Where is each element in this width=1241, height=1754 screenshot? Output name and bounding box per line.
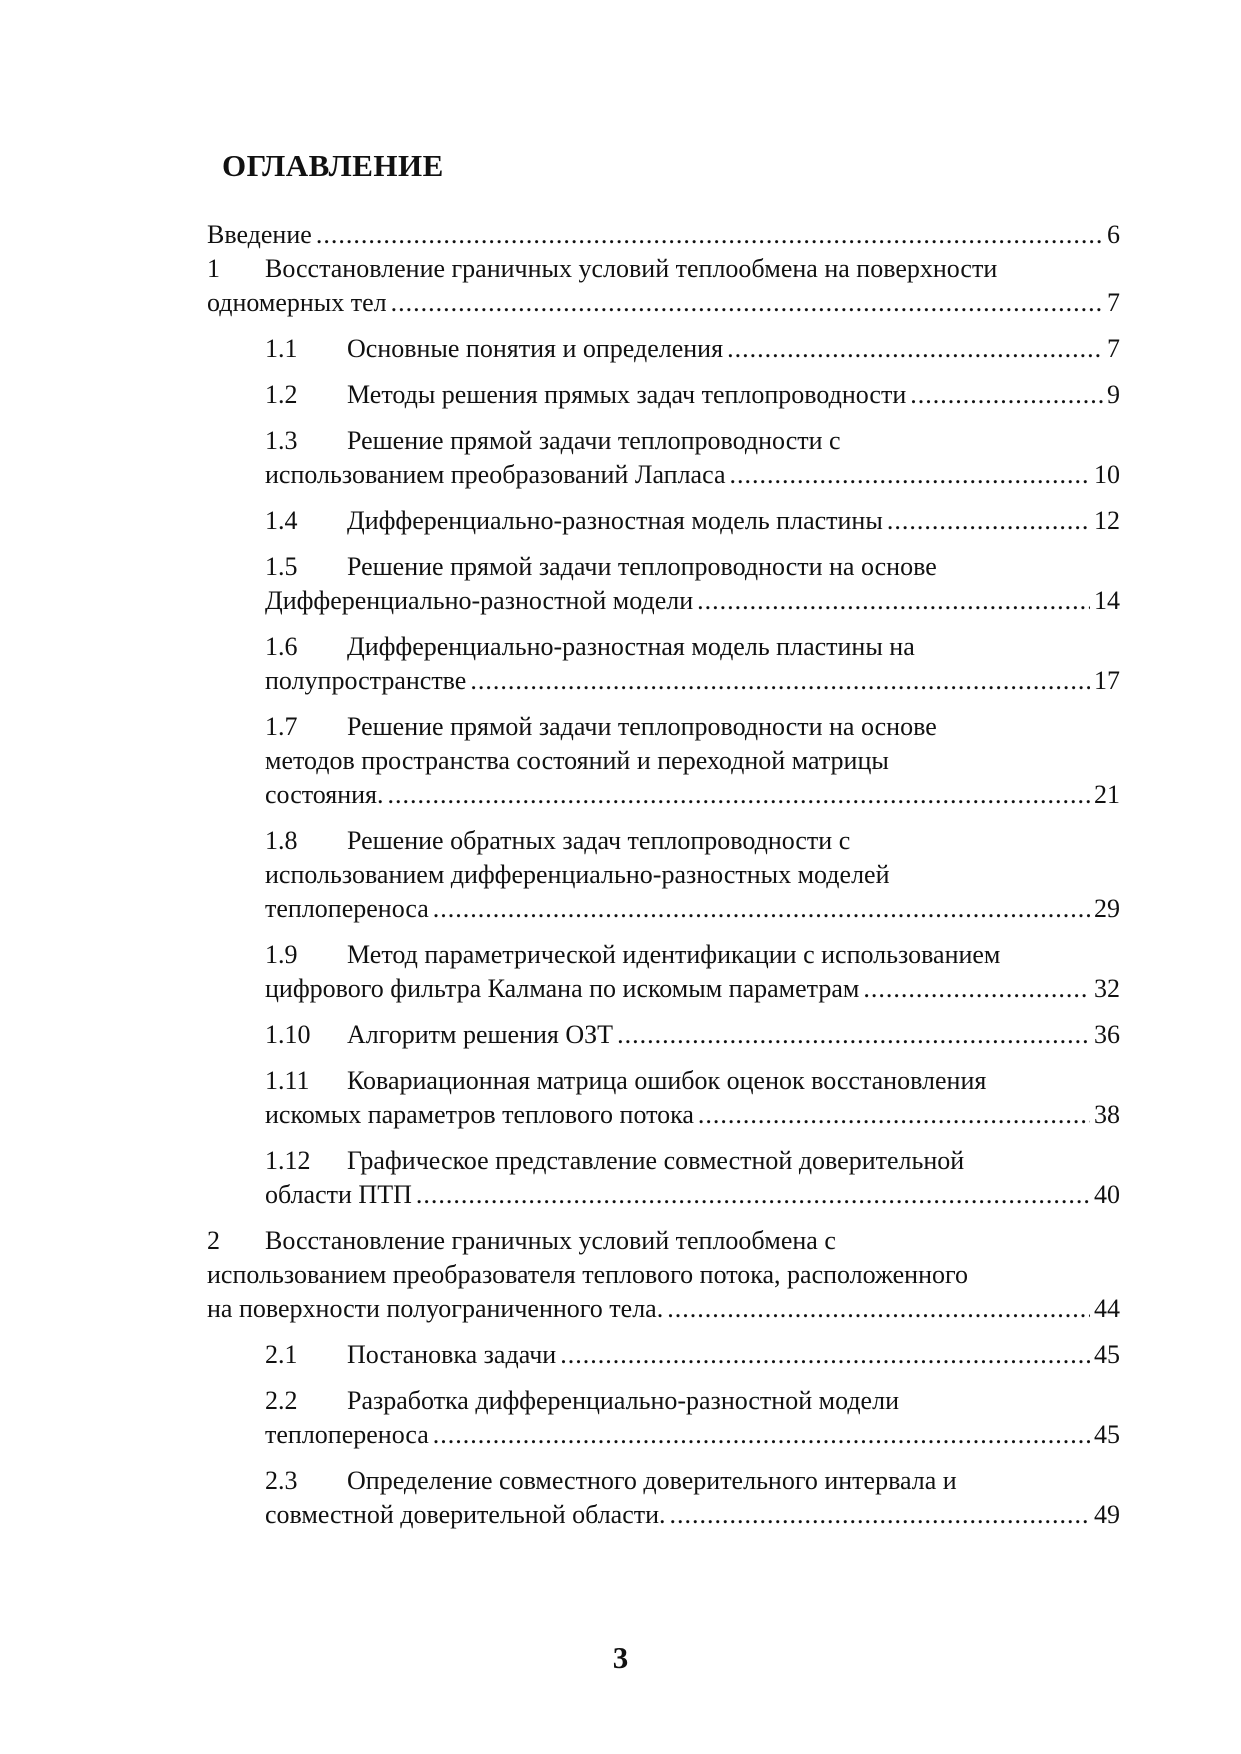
toc-page-number: 40: [1094, 1180, 1120, 1209]
toc-page-number: 7: [1107, 334, 1120, 363]
toc-entry-2-1[interactable]: [265, 1338, 1120, 1372]
page-number: 3: [612, 1640, 629, 1675]
toc-entry-number: 2: [207, 1226, 220, 1255]
toc-entry-number: 2.2: [265, 1386, 298, 1415]
toc-entry-text: области ПТП: [265, 1180, 412, 1209]
toc-page-number: 29: [1094, 894, 1120, 923]
toc-entry-number: 1.3: [265, 426, 298, 455]
toc-entry-number: 1.11: [265, 1066, 310, 1095]
toc-entry-text: Основные понятия и определения: [347, 334, 724, 363]
toc-entry-text: Решение обратных задач теплопроводности с: [347, 826, 851, 855]
toc-page-number: 6: [1107, 220, 1120, 249]
toc-leader-dots: [391, 286, 1103, 320]
toc-leader-dots: [887, 504, 1090, 538]
toc-entry-number: 1.6: [265, 632, 298, 661]
toc-page-number: 49: [1094, 1500, 1120, 1529]
toc-page-number: 45: [1094, 1420, 1120, 1449]
toc-entry-number: 1.10: [265, 1020, 311, 1049]
toc-leader-dots: [863, 972, 1090, 1006]
toc-entry-text: теплопереноса: [265, 894, 429, 923]
toc-page-number: 21: [1094, 780, 1120, 809]
toc-entry-text: Дифференциально-разностная модель пластины на: [347, 632, 915, 661]
toc-leader-dots: [698, 1098, 1090, 1132]
toc-entry-text: Алгоритм решения ОЗТ: [347, 1020, 614, 1049]
toc-entry-text: Методы решения прямых задач теплопроводности: [347, 380, 907, 409]
toc-leader-dots: [470, 664, 1090, 698]
toc-entry-number: 1.2: [265, 380, 298, 409]
toc-entry-text: цифрового фильтра Калмана по искомым параметрам: [265, 974, 860, 1003]
toc-entry-text: полупространстве: [265, 666, 467, 695]
toc-entry-text: использованием дифференциально-разностных моделей: [265, 860, 890, 889]
toc-entry-number: 1.9: [265, 940, 298, 969]
toc-page-number: 12: [1094, 506, 1120, 535]
toc-page-number: 36: [1094, 1020, 1120, 1049]
toc-entry-1-12[interactable]: [265, 1144, 1120, 1212]
toc-entry-text: использованием преобразований Лапласа: [265, 460, 726, 489]
toc-entry-text: Ковариационная матрица ошибок оценок восстановления: [347, 1066, 987, 1095]
toc-page-number: 45: [1094, 1340, 1120, 1369]
toc-entry-2[interactable]: [207, 1224, 1120, 1326]
toc-leader-dots: [316, 218, 1103, 252]
toc-page-number: 38: [1094, 1100, 1120, 1129]
toc-entry-number: 2.1: [265, 1340, 298, 1369]
toc-leader-dots: [416, 1178, 1090, 1212]
toc-entry-text: Решение прямой задачи теплопроводности на основе: [347, 552, 937, 581]
toc-entry-text: состояния.: [265, 780, 384, 809]
toc-entry-text: Введение: [207, 220, 312, 249]
toc-entry-2-3[interactable]: [265, 1464, 1120, 1532]
toc-entry-text: Разработка дифференциально-разностной модели: [347, 1386, 899, 1415]
toc-leader-dots: [617, 1018, 1090, 1052]
toc-page-number: 44: [1094, 1294, 1120, 1323]
toc-entry-text: на поверхности полуограниченного тела.: [207, 1294, 664, 1323]
toc-leader-dots: [388, 778, 1091, 812]
toc-entry-1-2[interactable]: [265, 378, 1120, 412]
toc-leader-dots: [727, 332, 1103, 366]
toc-entry-text: Определение совместного доверительного интервала и: [347, 1466, 957, 1495]
toc-entry-1-5[interactable]: [265, 550, 1120, 618]
toc-leader-dots: [667, 1292, 1090, 1326]
toc-leader-dots: [697, 584, 1090, 618]
toc-entry-number: 2.3: [265, 1466, 298, 1495]
page-title: ОГЛАВЛЕНИЕ: [222, 148, 444, 183]
toc-entry-number: 1.4: [265, 506, 298, 535]
toc-leader-dots: [670, 1498, 1090, 1532]
toc-entry-text: Графическое представление совместной доверительной: [347, 1146, 965, 1175]
toc-entry-text: Постановка задачи: [347, 1340, 557, 1369]
toc-entry-1-9[interactable]: [265, 938, 1120, 1006]
toc-entry-text: Решение прямой задачи теплопроводности с: [347, 426, 841, 455]
toc-entry-text: теплопереноса: [265, 1420, 429, 1449]
toc-entry-text: Восстановление граничных условий теплообмена с: [265, 1226, 836, 1255]
toc-entry-number: 1.1: [265, 334, 298, 363]
toc-entry-number: 1.8: [265, 826, 298, 855]
toc-entry-1[interactable]: [207, 252, 1120, 320]
toc-entry-text: использованием преобразователя теплового потока, расположенного: [207, 1260, 969, 1289]
toc-entry-intro[interactable]: [207, 218, 1120, 252]
toc-entry-number: 1: [207, 254, 220, 283]
toc-leader-dots: [560, 1338, 1090, 1372]
toc-leader-dots: [729, 458, 1090, 492]
toc-entry-text: методов пространства состояний и переходной матрицы: [265, 746, 889, 775]
toc-entry-text: искомых параметров теплового потока: [265, 1100, 694, 1129]
toc-entry-1-4[interactable]: [265, 504, 1120, 538]
toc-entry-text: Дифференциально-разностная модель пластины: [347, 506, 883, 535]
toc-entry-number: 1.7: [265, 712, 298, 741]
toc-entry-text: Восстановление граничных условий теплообмена на поверхности: [265, 254, 998, 283]
toc-entry-number: 1.5: [265, 552, 298, 581]
toc-entry-text: совместной доверительной области.: [265, 1500, 666, 1529]
toc-entry-1-6[interactable]: [265, 630, 1120, 698]
table-of-contents: [207, 218, 1120, 1532]
toc-leader-dots: [433, 1418, 1090, 1452]
toc-entry-2-2[interactable]: [265, 1384, 1120, 1452]
toc-entry-text: Дифференциально-разностной модели: [265, 586, 694, 615]
toc-entry-text: Решение прямой задачи теплопроводности на основе: [347, 712, 937, 741]
toc-entry-1-3[interactable]: [265, 424, 1120, 492]
toc-entry-1-8[interactable]: [265, 824, 1120, 926]
toc-entry-text: одномерных тел: [207, 288, 387, 317]
toc-page-number: 32: [1094, 974, 1120, 1003]
toc-leader-dots: [433, 892, 1090, 926]
toc-entry-1-1[interactable]: [265, 332, 1120, 366]
toc-page-number: 17: [1094, 666, 1120, 695]
toc-page-number: 14: [1094, 586, 1120, 615]
toc-entry-1-11[interactable]: [265, 1064, 1120, 1132]
toc-leader-dots: [910, 378, 1103, 412]
toc-entry-1-7[interactable]: [265, 710, 1120, 812]
toc-page-number: 10: [1094, 460, 1120, 489]
toc-entry-1-10[interactable]: [265, 1018, 1120, 1052]
toc-page-number: 7: [1107, 288, 1120, 317]
toc-entry-text: Метод параметрической идентификации с использованием: [347, 940, 1001, 969]
toc-page-number: 9: [1107, 380, 1120, 409]
toc-entry-number: 1.12: [265, 1146, 311, 1175]
